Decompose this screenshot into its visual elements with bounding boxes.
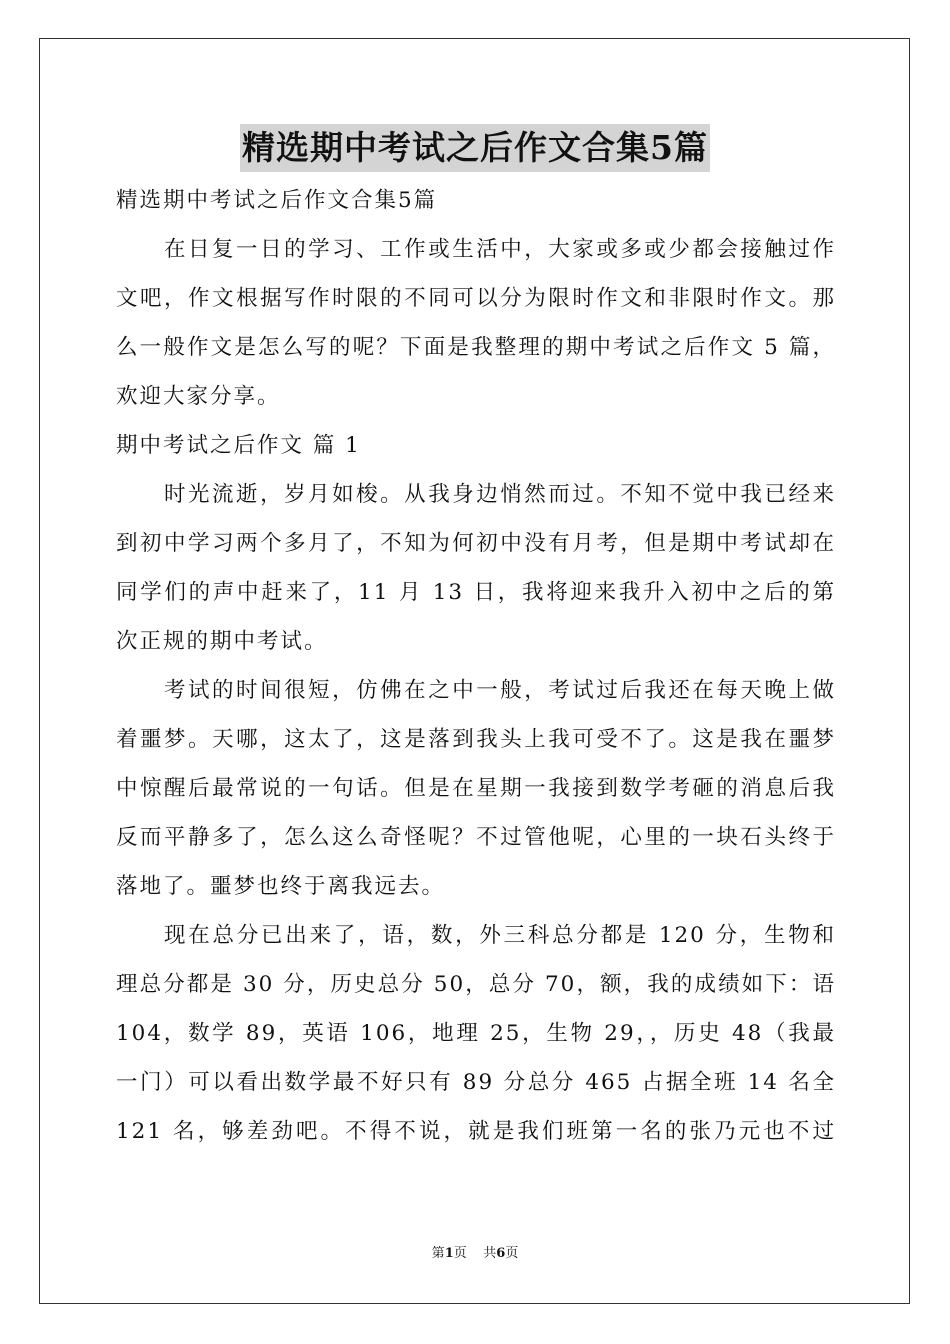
text-line: 104，数学 89，英语 106，地理 25，生物 29，，历史 48（我最 xyxy=(116,1021,836,1046)
text-line: 时光流逝，岁月如梭。从我身边悄然而过。不知不觉中我已经来 xyxy=(164,482,836,507)
text-line: 期中考试之后作文 篇 1 xyxy=(116,433,361,458)
footer-page-current: 1 xyxy=(444,1246,454,1261)
text-line: 同学们的声中赶来了，11 月 13 日，我将迎来我升入初中之后的第 xyxy=(116,580,836,605)
text-line: 文吧，作文根据写作时限的不同可以分为限时作文和非限时作文。那 xyxy=(116,286,836,311)
text-line: 中惊醒后最常说的一句话。但是在星期一我接到数学考砸的消息后我 xyxy=(116,776,836,801)
text-line: 一门）可以看出数学最不好只有 89 分总分 465 占据全班 14 名全 xyxy=(116,1070,836,1095)
text-line: 理总分都是 30 分，历史总分 50，总分 70，额，我的成绩如下：语 xyxy=(116,972,836,997)
title-container xyxy=(0,124,950,172)
document-title: 精选期中考试之后作文合集5篇 xyxy=(240,124,710,172)
text-line: 到初中学习两个多月了，不知为何初中没有月考，但是期中考试却在 xyxy=(116,531,836,556)
text-line: 考试的时间很短，仿佛在之中一般，考试过后我还在每天晚上做 xyxy=(164,678,836,703)
text-line: 精选期中考试之后作文合集5篇 xyxy=(116,188,438,213)
page-footer xyxy=(0,1244,950,1264)
document-body xyxy=(116,176,836,1156)
text-line: 么一般作文是怎么写的呢？下面是我整理的期中考试之后作文 5 篇， xyxy=(116,335,836,360)
text-line: 落地了。噩梦也终于离我远去。 xyxy=(116,874,446,899)
text-line: 欢迎大家分享。 xyxy=(116,384,281,409)
footer-page-mid: 页 共 xyxy=(453,1246,497,1261)
text-line: 在日复一日的学习、工作或生活中，大家或多或少都会接触过作 xyxy=(164,237,836,262)
footer-page-total: 6 xyxy=(496,1246,506,1261)
text-line: 121 名，够差劲吧。不得不说，就是我们班第一名的张乃元也不过 xyxy=(116,1119,836,1144)
footer-page-suffix: 页 xyxy=(505,1246,519,1261)
footer-page-prefix: 第 xyxy=(431,1246,445,1261)
text-line: 现在总分已出来了，语，数，外三科总分都是 120 分，生物和 xyxy=(164,923,836,948)
text-line: 着噩梦。天哪，这太了，这是落到我头上我可受不了。这是我在噩梦 xyxy=(116,727,836,752)
text-line: 反而平静多了，怎么这么奇怪呢？不过管他呢，心里的一块石头终于 xyxy=(116,825,836,850)
text-line: 次正规的期中考试。 xyxy=(116,629,328,654)
